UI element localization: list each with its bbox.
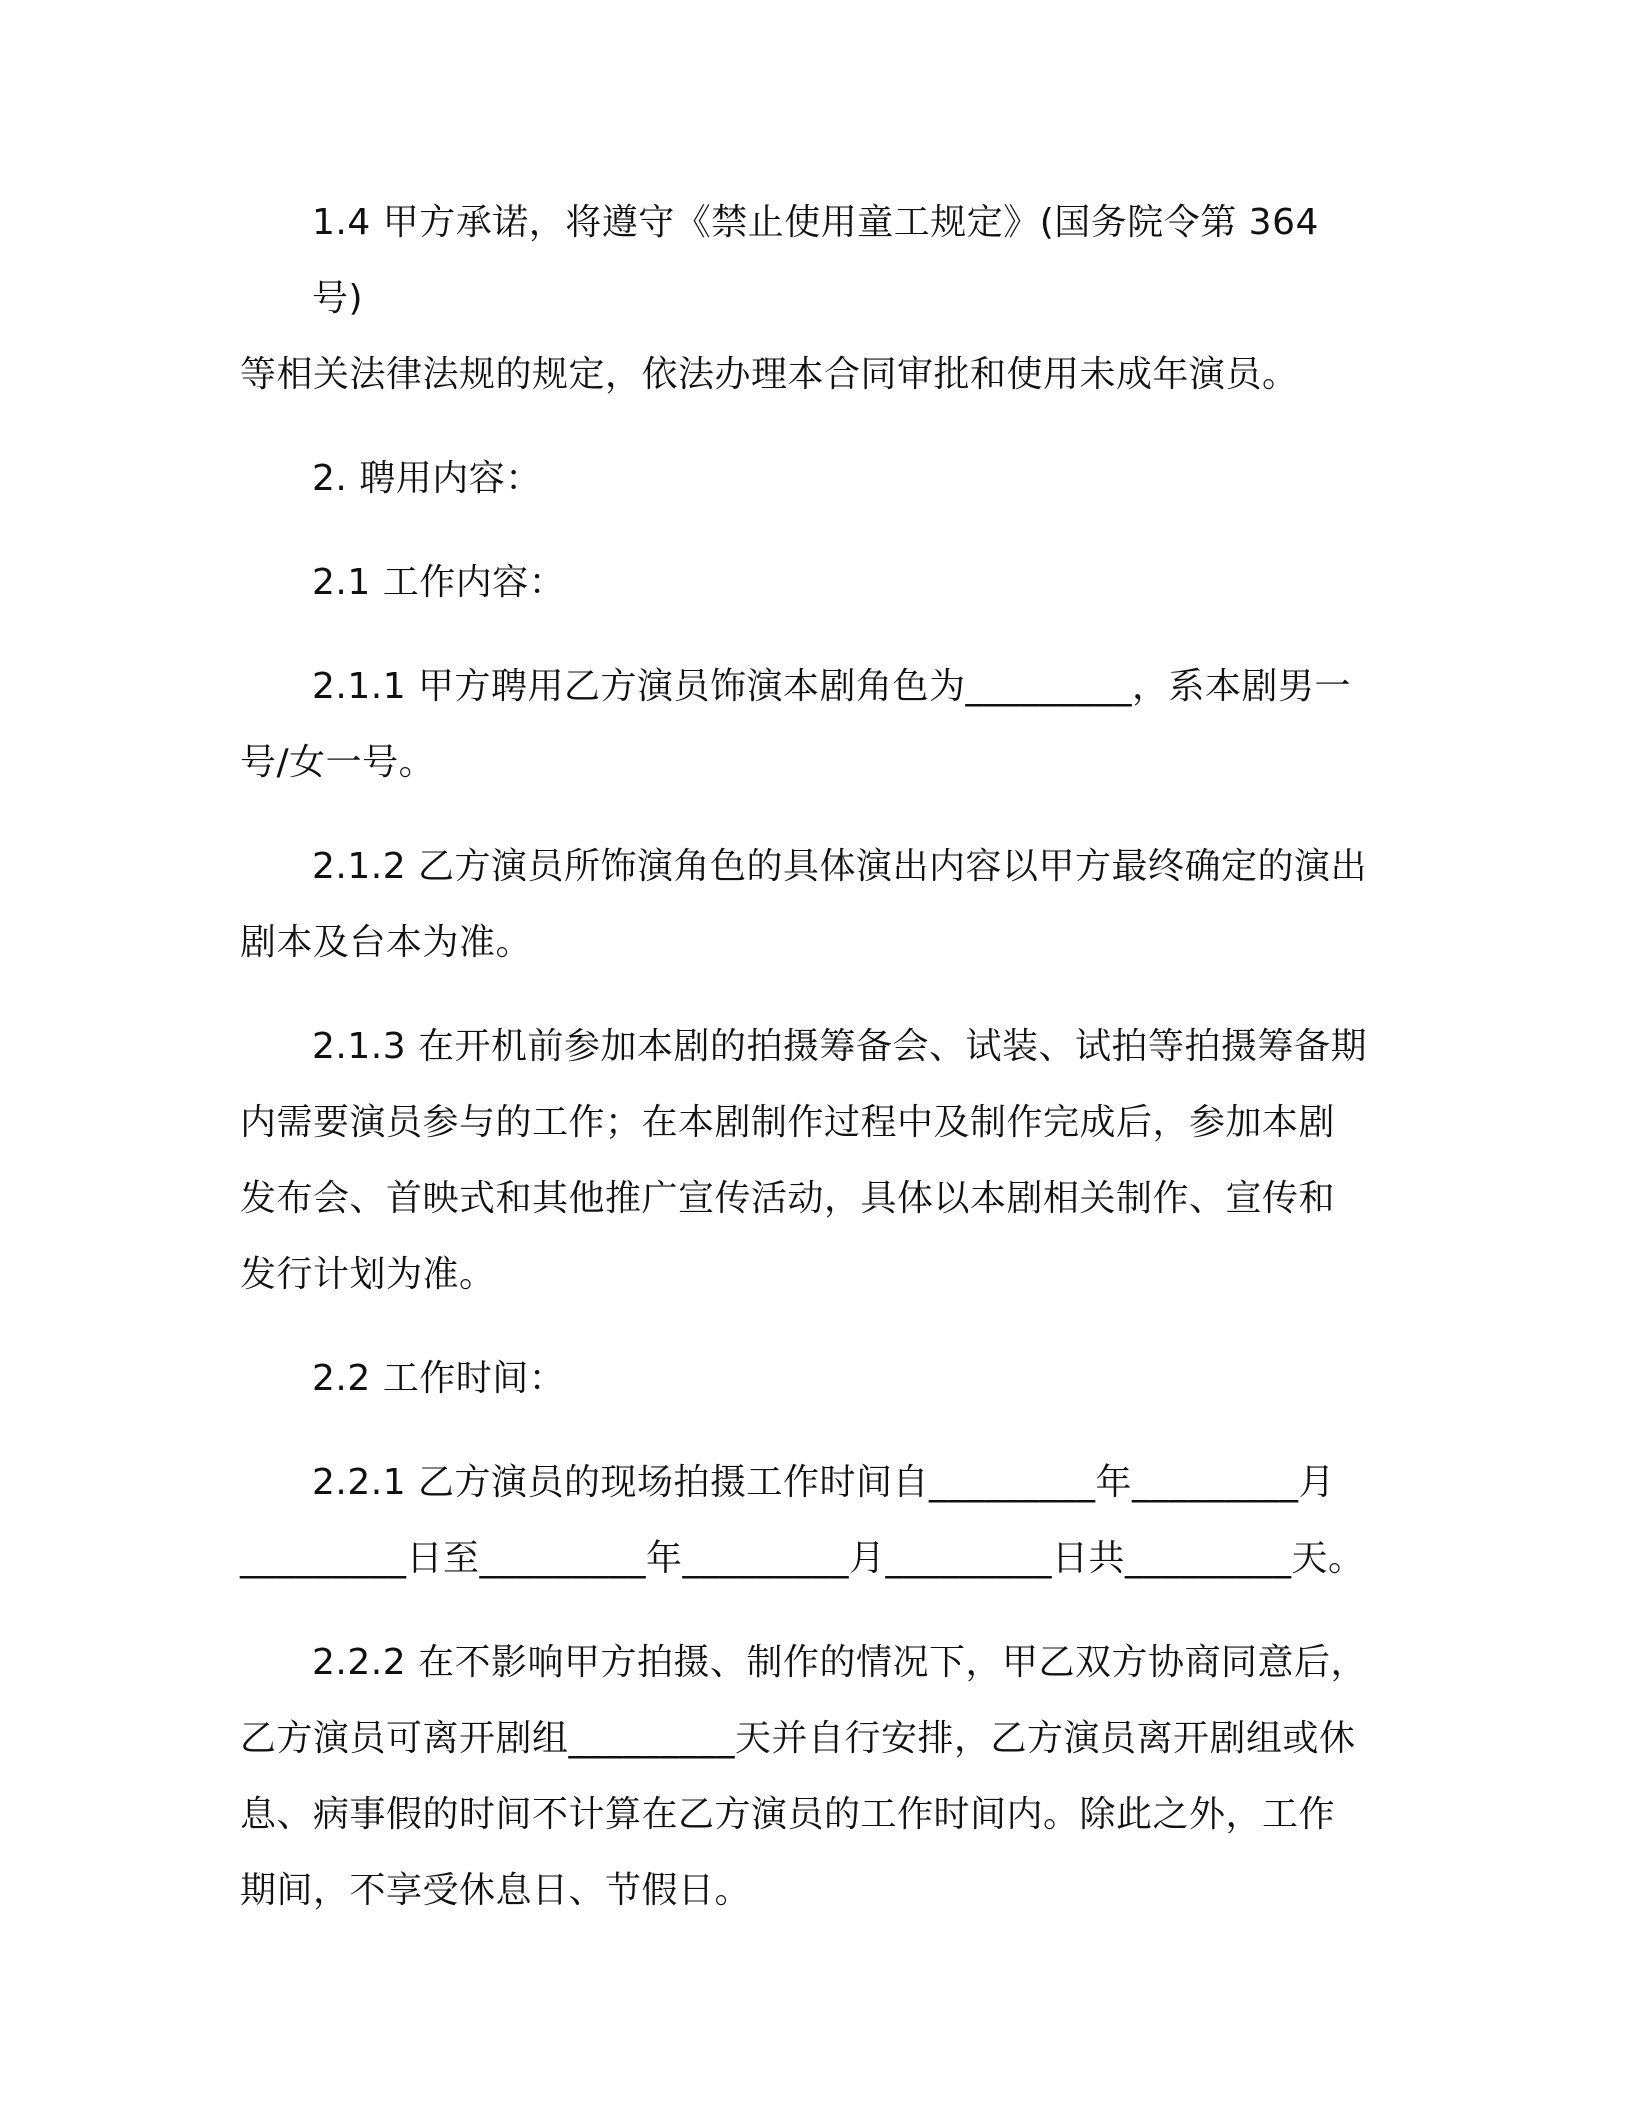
clause-line: 乙方演员可离开剧组_________天并自行安排，乙方演员离开剧组或休 [240, 1718, 1356, 1759]
clause-2-1-1 [240, 649, 1375, 801]
clause-line: 2.2.1 乙方演员的现场拍摄工作时间自_________年_________月 [312, 1462, 1336, 1503]
clause-line: 1.4 甲方承诺，将遵守《禁止使用童工规定》(国务院令第 364 号) [312, 202, 1319, 319]
clause-line: 2.1 工作内容： [312, 562, 566, 603]
section-2-heading [240, 441, 1375, 517]
clause-line: _________日至_________年_________月_________日共_________天。 [240, 1538, 1365, 1579]
clause-2-1-2 [240, 829, 1375, 981]
clause-line: 内需要演员参与的工作；在本剧制作过程中及制作完成后，参加本剧 [240, 1102, 1336, 1143]
clause-line: 发布会、首映式和其他推广宣传活动，具体以本剧相关制作、宣传和 [240, 1178, 1336, 1219]
clause-line: 息、病事假的时间不计算在乙方演员的工作时间内。除此之外，工作 [240, 1794, 1336, 1835]
clause-2-1-3 [240, 1009, 1375, 1313]
clause-line: 2.1.1 甲方聘用乙方演员饰演本剧角色为_________，系本剧男一 [312, 666, 1352, 707]
clause-line: 2.1.3 在开机前参加本剧的拍摄筹备会、试装、试拍等拍摄筹备期 [312, 1026, 1368, 1067]
clause-line: 2. 聘用内容： [312, 458, 542, 499]
clause-line: 期间，不享受休息日、节假日。 [240, 1870, 752, 1911]
clause-2-2-1 [240, 1445, 1375, 1597]
clause-line: 发行计划为准。 [240, 1254, 496, 1295]
clause-line: 号/女一号。 [240, 742, 436, 783]
clause-line: 2.2.2 在不影响甲方拍摄、制作的情况下，甲乙双方协商同意后， [312, 1642, 1368, 1683]
clause-2-2-heading [240, 1341, 1375, 1417]
document-body [240, 185, 1375, 1957]
clause-line: 剧本及台本为准。 [240, 922, 533, 963]
clause-2-1-heading [240, 545, 1375, 621]
clause-2-2-2 [240, 1625, 1375, 1929]
clause-line: 2.1.2 乙方演员所饰演角色的具体演出内容以甲方最终确定的演出 [312, 846, 1368, 887]
clause-line: 等相关法律法规的规定，依法办理本合同审批和使用未成年演员。 [240, 354, 1299, 395]
clause-1-4 [240, 185, 1375, 413]
clause-line: 2.2 工作时间： [312, 1358, 566, 1399]
